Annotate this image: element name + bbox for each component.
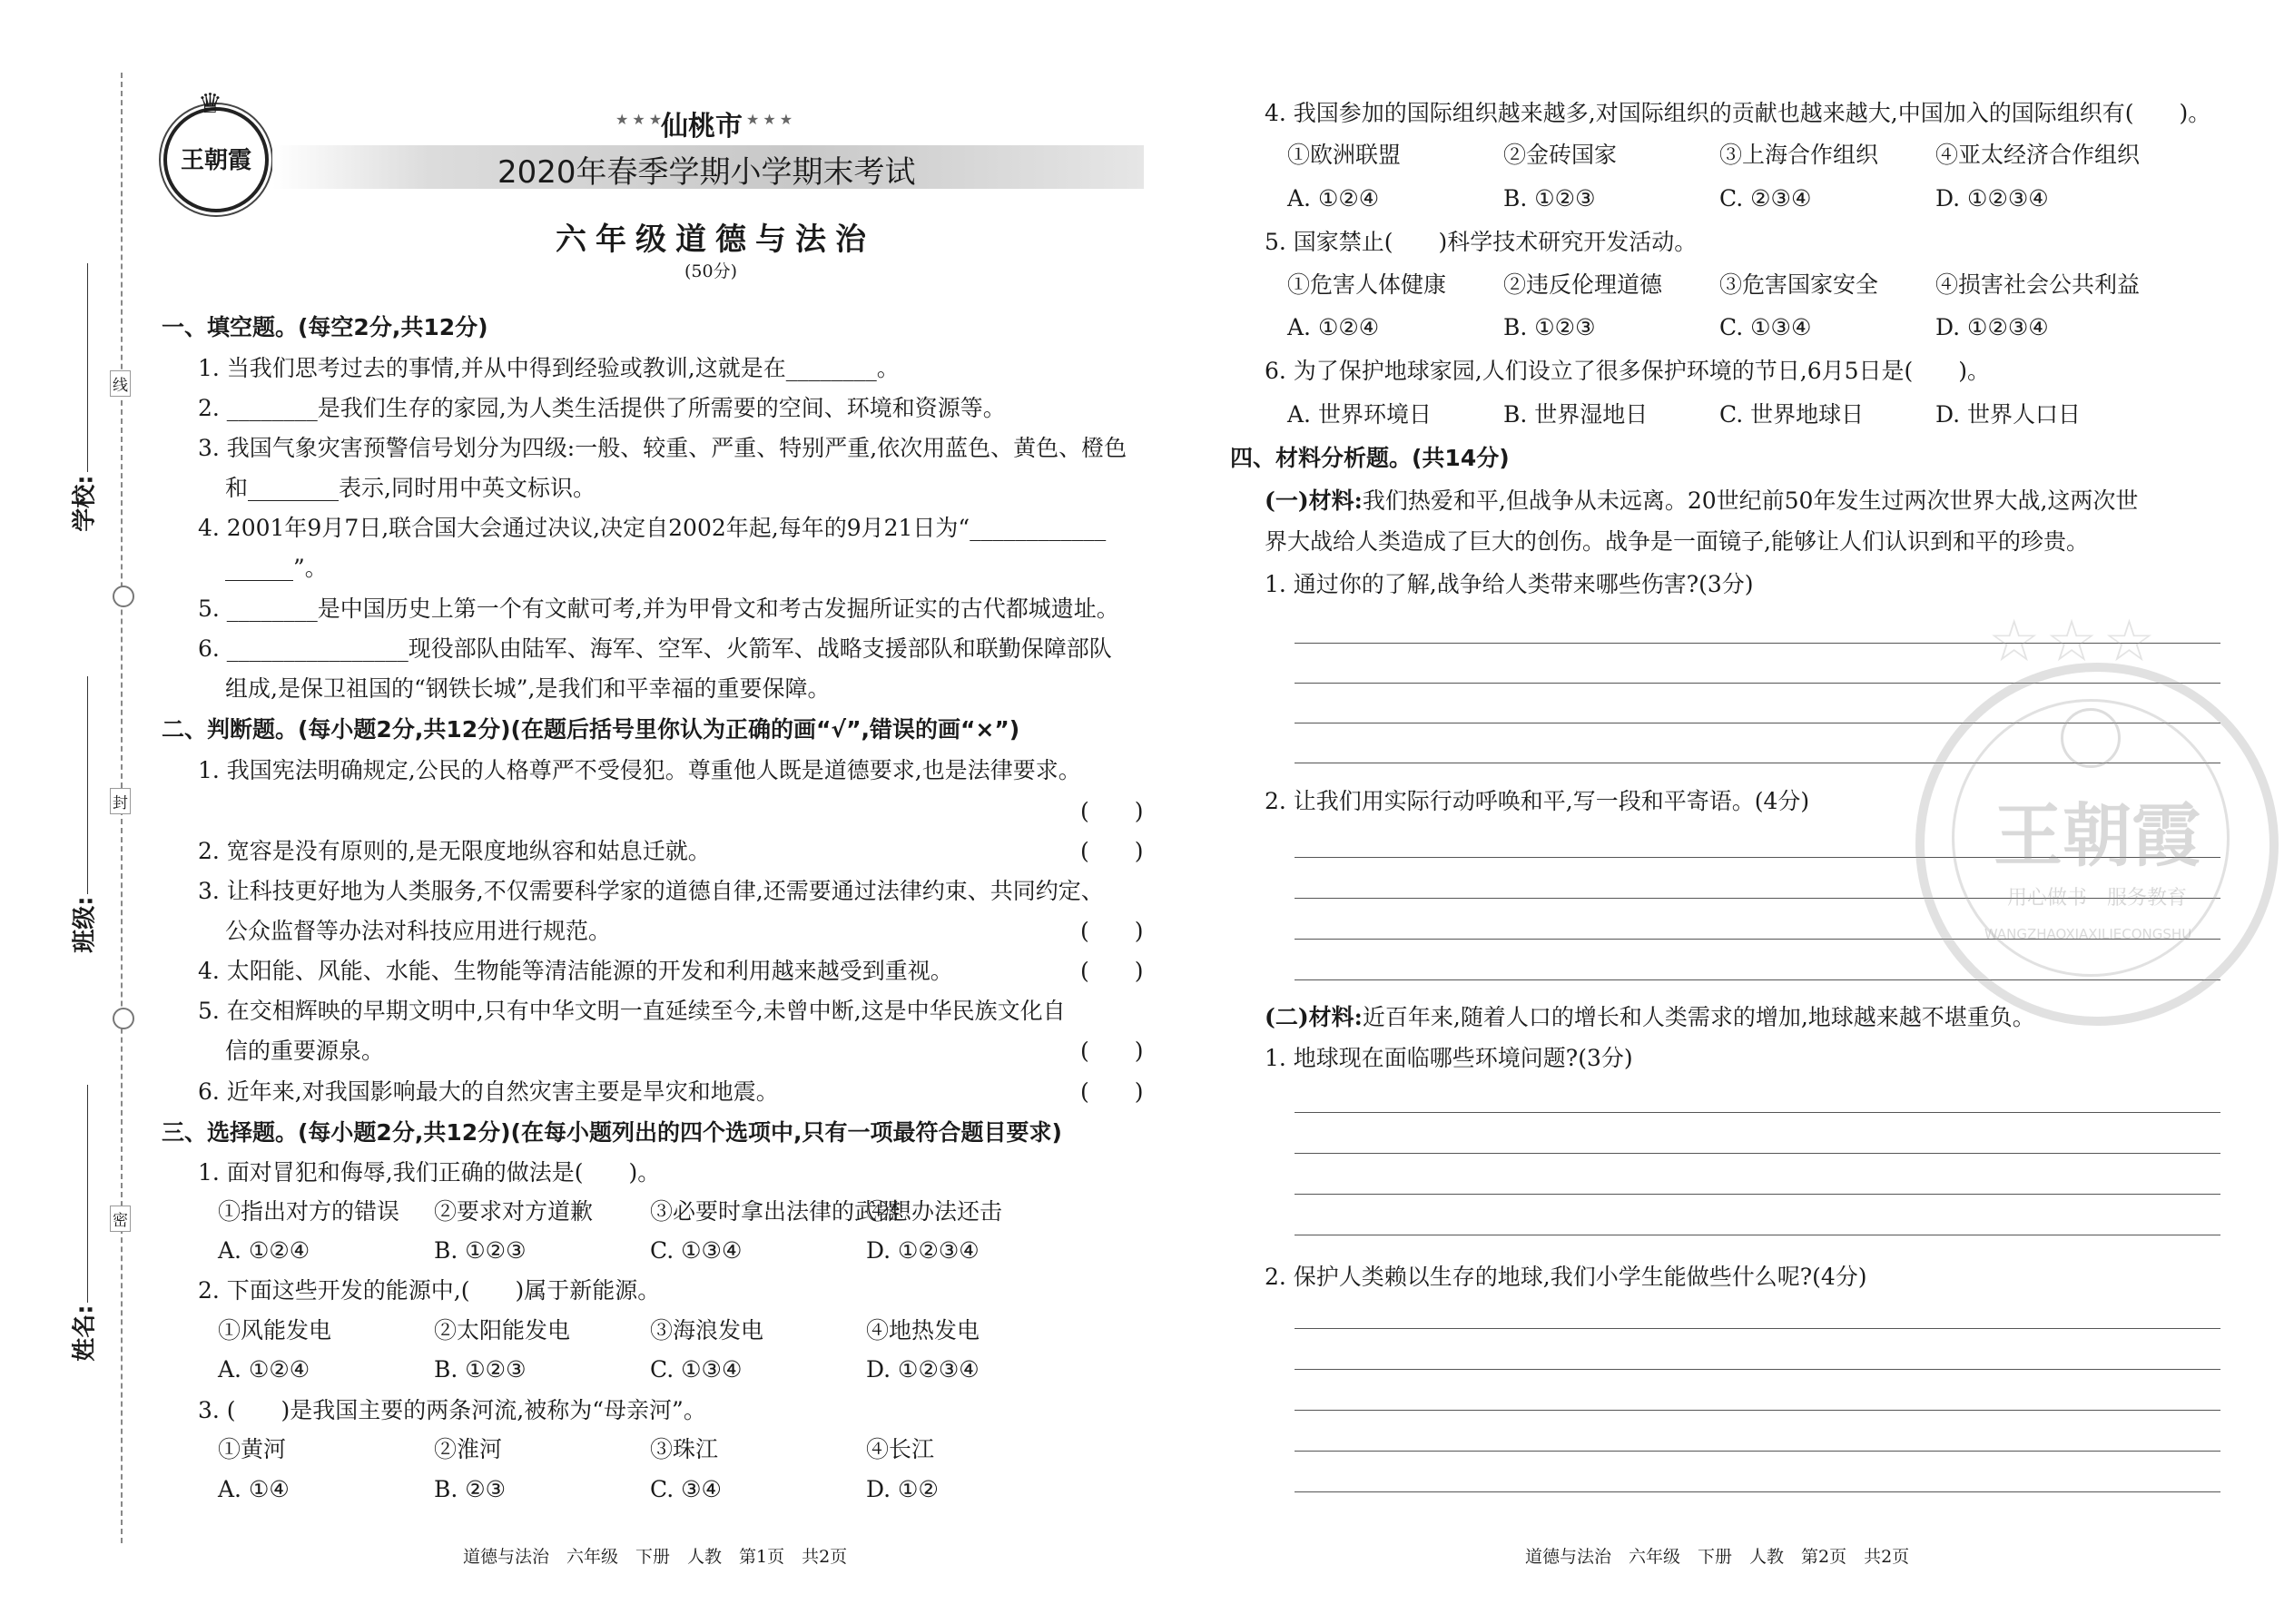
s2-q5a: 5. 在交相辉映的早期文明中,只有中华文明一直延续至今,未曾中断,这是中华民族文化自 <box>198 998 1066 1024</box>
m2-q2: 2. 保护人类赖以生存的地球,我们小学生能做些什么呢?(4分) <box>1265 1264 1867 1290</box>
m2-q1-answer-line[interactable] <box>1295 1153 2220 1154</box>
section4-title: 四、材料分析题。(共14分) <box>1230 445 1510 471</box>
m2-q2-answer-line[interactable] <box>1295 1491 2220 1492</box>
s3-q2-option-a[interactable]: A. ①②④ <box>218 1356 310 1383</box>
s3-q1-item4: ④想办法还击 <box>866 1198 1003 1225</box>
class-label: 班级: <box>71 896 99 953</box>
s3-q5-item3: ③危害国家安全 <box>1719 271 1879 298</box>
exam-title: 2020年春季学期小学期末考试 <box>497 154 916 191</box>
s2-q6: 6. 近年来,对我国影响最大的自然灾害主要是旱灾和地震。 <box>198 1078 779 1105</box>
s2-q1-paren[interactable]: ( ) <box>1080 798 1144 824</box>
watermark-pinyin: WANGZHAOXIAXILIECONGSHU <box>1984 926 2192 942</box>
header-stars-right: ★★★ <box>746 111 797 128</box>
s3-q4-option-c[interactable]: C. ②③④ <box>1719 185 1812 212</box>
s3-q1-item2: ②要求对方道歉 <box>434 1198 594 1225</box>
s2-q1: 1. 我国宪法明确规定,公民的人格尊严不受侵犯。尊重他人既是道德要求,也是法律要求。 <box>198 757 1081 783</box>
name-label: 姓名: <box>71 1304 99 1362</box>
s3-q2-item3: ③海浪发电 <box>650 1317 764 1343</box>
m1-q1: 1. 通过你的了解,战争给人类带来哪些伤害?(3分) <box>1265 571 1754 597</box>
m1-text-b: 界大战给人类造成了巨大的创伤。战争是一面镜子,能够让人们认识到和平的珍贵。 <box>1265 528 2089 555</box>
s2-q3-paren[interactable]: ( ) <box>1080 918 1144 944</box>
logo-crown-icon: ♛ <box>198 88 222 120</box>
score-total: (50分) <box>684 261 738 281</box>
s3-q4-option-a[interactable]: A. ①②④ <box>1287 185 1380 212</box>
s3-q4-item4: ④亚太经济合作组织 <box>1935 142 2141 168</box>
section2-title: 二、判断题。(每小题2分,共12分)(在题后括号里你认为正确的画“√”,错误的画“×”) <box>162 716 1020 743</box>
s3-q4-item2: ②金砖国家 <box>1503 142 1618 168</box>
logo <box>163 88 269 212</box>
s3-q6-option-c[interactable]: C. 世界地球日 <box>1719 401 1865 428</box>
s3-q6-option-b[interactable]: B. 世界湿地日 <box>1503 401 1649 428</box>
s3-q6-option-d[interactable]: D. 世界人口日 <box>1935 401 2082 428</box>
s3-q3-item3: ③珠江 <box>650 1436 719 1462</box>
s2-q5-paren[interactable]: ( ) <box>1080 1038 1144 1064</box>
s3-q3-option-d[interactable]: D. ①② <box>866 1476 939 1502</box>
s3-q2-option-c[interactable]: C. ①③④ <box>650 1356 743 1383</box>
s3-q3-option-a[interactable]: A. ①④ <box>218 1476 290 1502</box>
class-field[interactable] <box>87 676 88 894</box>
city-name: 仙桃市 <box>661 111 743 143</box>
s3-q4-option-d[interactable]: D. ①②③④ <box>1935 185 2049 212</box>
section3-title: 三、选择题。(每小题2分,共12分)(在每小题列出的四个选项中,只有一项最符合题目要求) <box>162 1119 1062 1146</box>
s3-q3-option-b[interactable]: B. ②③ <box>434 1476 507 1502</box>
header-stars-left: ★★★ <box>615 111 666 128</box>
school-label: 学校: <box>71 475 99 532</box>
footer-page2: 道德与法治 六年级 下册 人教 第2页 共2页 <box>1525 1547 1910 1567</box>
s3-q4-option-b[interactable]: B. ①②③ <box>1503 185 1596 212</box>
s2-q6-paren[interactable]: ( ) <box>1080 1078 1144 1105</box>
s3-q5-option-c[interactable]: C. ①③④ <box>1719 314 1812 340</box>
s3-q5-option-a[interactable]: A. ①②④ <box>1287 314 1380 340</box>
binding-ornament-bottom <box>113 1008 134 1029</box>
s3-q4-stem: 4. 我国参加的国际组织越来越多,对国际组织的贡献也越来越大,中国加入的国际组织有( )。 <box>1265 100 2211 126</box>
seal-char-bottom: 密 <box>110 1206 131 1232</box>
watermark-seal <box>1915 608 2279 1026</box>
s3-q1-item3: ③必要时拿出法律的武器 <box>650 1198 901 1225</box>
s3-q2-item4: ④地热发电 <box>866 1317 980 1343</box>
section1-title: 一、填空题。(每空2分,共12分) <box>162 314 488 340</box>
watermark-stars-icon: ☆☆☆ <box>1988 608 2161 675</box>
binding-ornament-top <box>113 586 134 607</box>
logo-text: 王朝霞 <box>180 147 251 174</box>
s3-q5-stem: 5. 国家禁止( )科学技术研究开发活动。 <box>1265 229 1698 255</box>
s3-q6-option-a[interactable]: A. 世界环境日 <box>1287 401 1432 428</box>
s3-q1-stem: 1. 面对冒犯和侮辱,我们正确的做法是( )。 <box>198 1159 661 1186</box>
footer-page1: 道德与法治 六年级 下册 人教 第1页 共2页 <box>463 1547 848 1567</box>
s3-q2-option-d[interactable]: D. ①②③④ <box>866 1356 980 1383</box>
s1-q6a: 6. ________________现役部队由陆军、海军、空军、火箭军、战略支援部队和联勤保障部队 <box>198 635 1112 662</box>
seal-char-mid: 封 <box>110 788 131 814</box>
s2-q4-paren[interactable]: ( ) <box>1080 958 1144 984</box>
m2-text: 近百年来,随着人口的增长和人类需求的增加,地球越来越不堪重负。 <box>1362 1004 2035 1030</box>
s3-q2-item1: ①风能发电 <box>218 1317 332 1343</box>
m2-q1-answer-line[interactable] <box>1295 1194 2220 1195</box>
s1-q3a: 3. 我国气象灾害预警信号划分为四级:一般、较重、严重、特别严重,依次用蓝色、黄色、橙色 <box>198 435 1127 461</box>
m1-line-a <box>1265 486 2138 517</box>
s2-q2: 2. 宽容是没有原则的,是无限度地纵容和姑息迁就。 <box>198 838 711 864</box>
s3-q6-stem: 6. 为了保护地球家园,人们设立了很多保护环境的节日,6月5日是( )。 <box>1265 358 1991 384</box>
s1-q5: 5. ________是中国历史上第一个有文献可考,并为甲骨文和考古发掘所证实的古代都城遗址。 <box>198 595 1119 622</box>
s2-q4: 4. 太阳能、风能、水能、生物能等清洁能源的开发和利用越来越受到重视。 <box>198 958 953 984</box>
s1-q6b: 组成,是保卫祖国的“钢铁长城”,是我们和平幸福的重要保障。 <box>225 675 831 702</box>
s3-q3-item4: ④长江 <box>866 1436 935 1462</box>
s3-q1-option-a[interactable]: A. ①②④ <box>218 1237 310 1264</box>
m2-q1-answer-line[interactable] <box>1295 1112 2220 1113</box>
s1-q4a: 4. 2001年9月7日,联合国大会通过决议,决定自2002年起,每年的9月21日为“____________ <box>198 515 1107 541</box>
m2-label: (二)材料: <box>1265 1004 1363 1030</box>
m2-q2-answer-line[interactable] <box>1295 1410 2220 1411</box>
s3-q3-stem: 3. ( )是我国主要的两条河流,被称为“母亲河”。 <box>198 1397 706 1423</box>
s3-q1-option-c[interactable]: C. ①③④ <box>650 1237 743 1264</box>
school-field[interactable] <box>87 263 88 472</box>
s3-q5-item1: ①危害人体健康 <box>1287 271 1447 298</box>
m2-q2-answer-line[interactable] <box>1295 1328 2220 1329</box>
m2-q1: 1. 地球现在面临哪些环境问题?(3分) <box>1265 1045 1633 1071</box>
s3-q4-item3: ③上海合作组织 <box>1719 142 1879 168</box>
s1-q1: 1. 当我们思考过去的事情,并从中得到经验或教训,这就是在________。 <box>198 355 900 381</box>
m2-q2-answer-line[interactable] <box>1295 1451 2220 1452</box>
s3-q1-item1: ①指出对方的错误 <box>218 1198 400 1225</box>
s3-q2-stem: 2. 下面这些开发的能源中,( )属于新能源。 <box>198 1277 661 1304</box>
s2-q3b: 公众监督等办法对科技应用进行规范。 <box>225 918 612 944</box>
s3-q3-item1: ①黄河 <box>218 1436 287 1462</box>
s3-q2-item2: ②太阳能发电 <box>434 1317 571 1343</box>
s1-q3b: 和________表示,同时用中英文标识。 <box>225 475 596 501</box>
s2-q2-paren[interactable]: ( ) <box>1080 838 1144 864</box>
watermark-name: 王朝霞 <box>1994 795 2200 876</box>
s3-q3-item2: ②淮河 <box>434 1436 503 1462</box>
s3-q1-option-b[interactable]: B. ①②③ <box>434 1237 527 1264</box>
s3-q4-item1: ①欧洲联盟 <box>1287 142 1402 168</box>
m2-q2-answer-line[interactable] <box>1295 1369 2220 1370</box>
s3-q5-option-b[interactable]: B. ①②③ <box>1503 314 1596 340</box>
s3-q1-option-d[interactable]: D. ①②③④ <box>866 1237 980 1264</box>
m1-q2: 2. 让我们用实际行动呼唤和平,写一段和平寄语。(4分) <box>1265 788 1810 814</box>
name-field[interactable] <box>87 1085 88 1303</box>
s3-q3-option-c[interactable]: C. ③④ <box>650 1476 722 1502</box>
watermark-portrait-icon <box>2061 708 2121 768</box>
s2-q5b: 信的重要源泉。 <box>225 1038 385 1064</box>
watermark-slogan: 用心做书 服务教育 <box>2006 887 2187 910</box>
m2-line <box>1265 1002 2035 1033</box>
s3-q2-option-b[interactable]: B. ①②③ <box>434 1356 527 1383</box>
s2-q3a: 3. 让科技更好地为人类服务,不仅需要科学家的道德自律,还需要通过法律约束、共同约定、 <box>198 878 1104 904</box>
m1-text-a: 我们热爱和平,但战争从未远离。20世纪前50年发生过两次世界大战,这两次世 <box>1362 487 2139 514</box>
s3-q5-option-d[interactable]: D. ①②③④ <box>1935 314 2049 340</box>
s3-q5-item2: ②违反伦理道德 <box>1503 271 1663 298</box>
s3-q5-item4: ④损害社会公共利益 <box>1935 271 2141 298</box>
s1-q2: 2. ________是我们生存的家园,为人类生活提供了所需要的空间、环境和资源等。 <box>198 395 1006 421</box>
m1-label: (一)材料: <box>1265 487 1363 514</box>
s1-q4b: ______”。 <box>225 555 328 581</box>
seal-char-top: 线 <box>110 370 131 397</box>
subject-title: 六年级道德与法治 <box>556 221 875 258</box>
